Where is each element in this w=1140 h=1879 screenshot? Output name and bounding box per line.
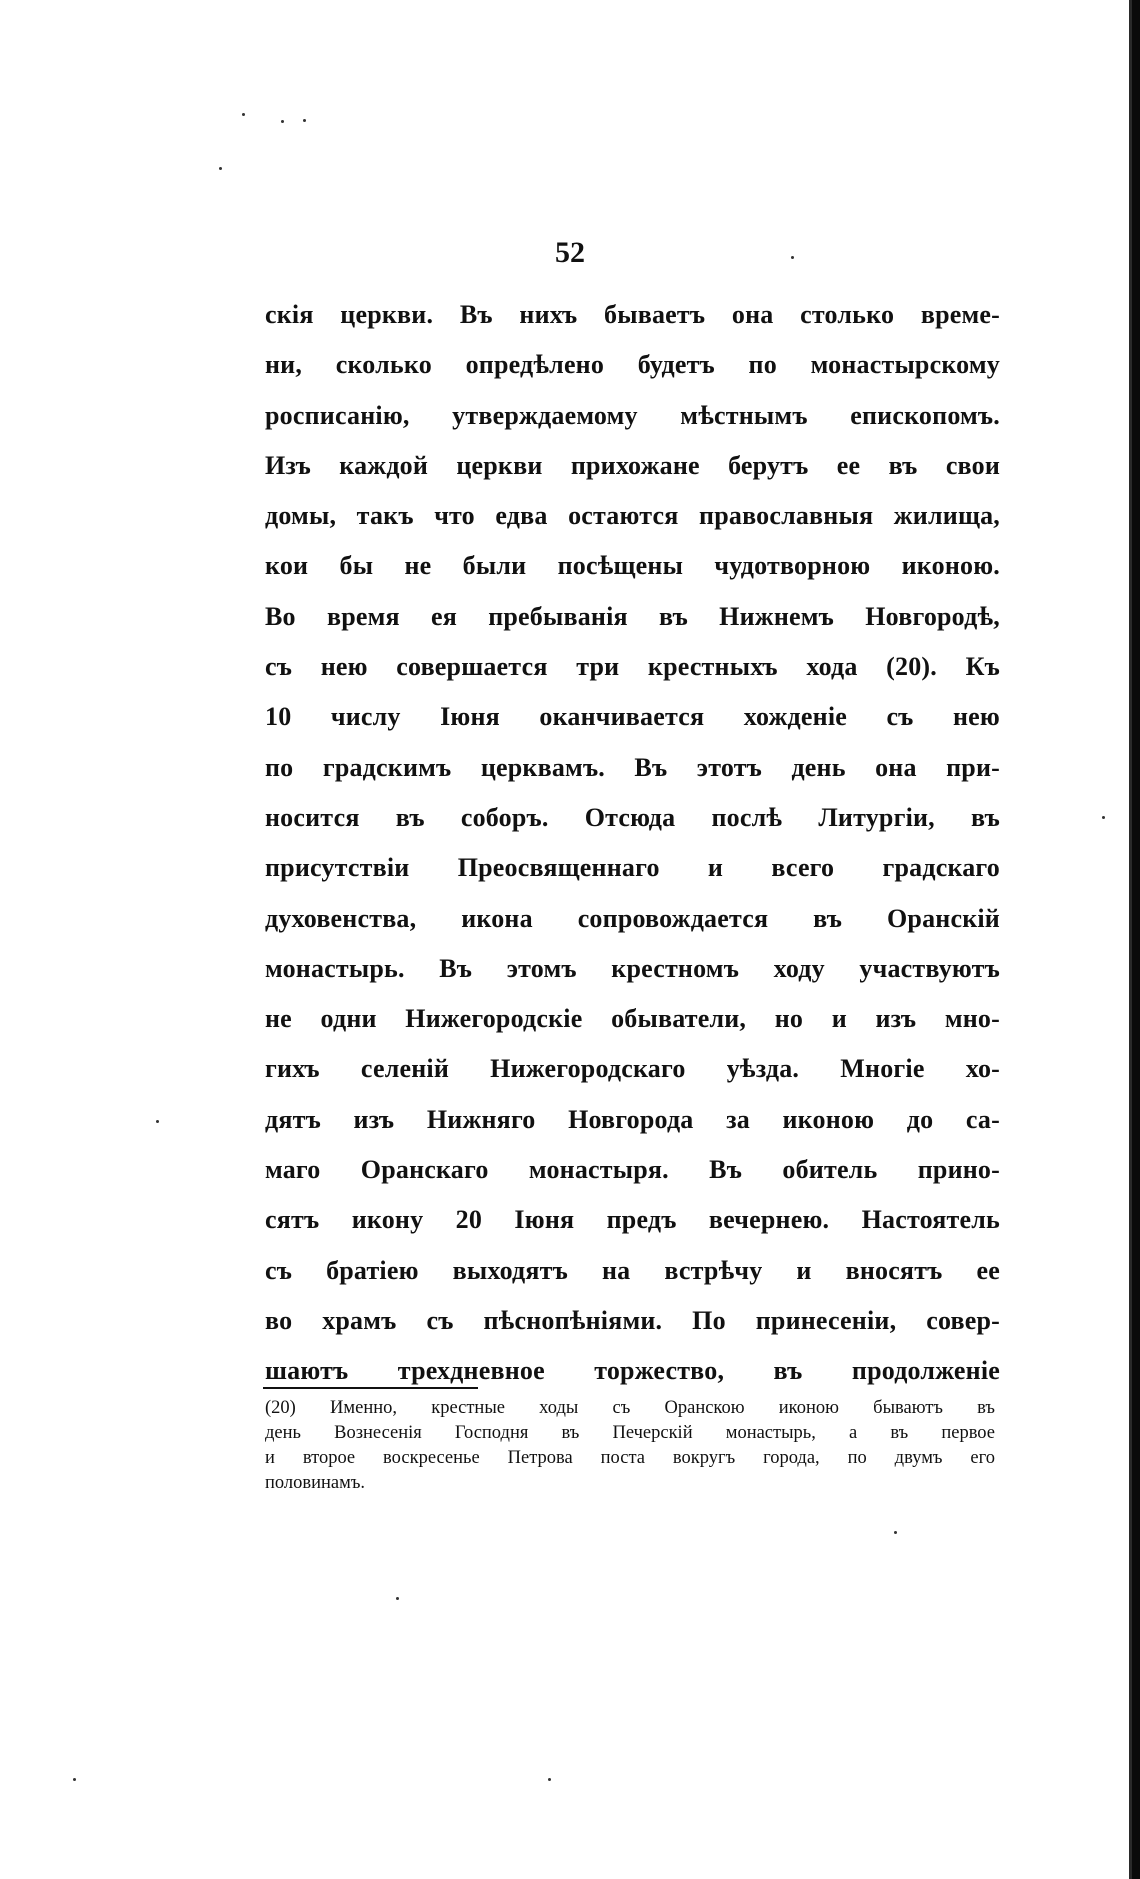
text-line: 10 числу Іюня оканчивается хожденіе съ нею bbox=[265, 702, 1000, 732]
scan-speck bbox=[1102, 816, 1105, 819]
scan-speck bbox=[156, 1120, 159, 1123]
text-line: шаютъ трехдневное торжество, въ продолженіе bbox=[265, 1356, 1000, 1386]
text-line: носится въ соборъ. Отсюда послѣ Литургіи, въ bbox=[265, 802, 1000, 832]
footnote-rule bbox=[263, 1387, 478, 1389]
scan-speck bbox=[281, 120, 284, 123]
text-line: Во время ея пребыванія въ Нижнемъ Новгородѣ, bbox=[265, 601, 1000, 631]
scan-speck bbox=[396, 1597, 399, 1600]
text-line: скія церкви. Въ нихъ бываетъ она столько време- bbox=[265, 300, 1000, 329]
text-line: маго Оранскаго монастыря. Въ обитель прино- bbox=[265, 1155, 1000, 1185]
body-text bbox=[265, 290, 1000, 1397]
scan-speck bbox=[242, 113, 245, 116]
text-line: духовенства, икона сопровождается въ Оранскій bbox=[265, 903, 1000, 933]
scan-speck bbox=[303, 119, 306, 122]
text-line: Изъ каждой церкви прихожане берутъ ее въ свои bbox=[265, 450, 1000, 480]
scan-speck bbox=[219, 167, 222, 170]
text-line: кои бы не были посѣщены чудотворною иконою. bbox=[265, 551, 1000, 581]
text-line: ни, сколько опредѣлено будетъ по монастырскому bbox=[265, 350, 1000, 380]
text-line: съ нею совершается три крестныхъ хода (20). Къ bbox=[265, 652, 1000, 682]
scan-speck bbox=[548, 1778, 551, 1781]
footnote-line: и второе воскресенье Петрова поста вокругъ города, по двумъ его bbox=[265, 1448, 995, 1468]
text-line: не одни Нижегородскіе обыватели, но и изъ мно- bbox=[265, 1004, 1000, 1034]
footnote-line: (20) Именно, крестные ходы съ Оранскою иконою бываютъ въ bbox=[265, 1398, 995, 1418]
scan-speck bbox=[73, 1778, 76, 1781]
page-edge bbox=[1132, 0, 1140, 1879]
text-line: дятъ изъ Нижняго Новгорода за иконою до са- bbox=[265, 1104, 1000, 1134]
page-number: 52 bbox=[555, 236, 585, 269]
footnote-line: половинамъ. bbox=[265, 1473, 366, 1493]
text-line: сятъ икону 20 Іюня предъ вечернею. Настоятель bbox=[265, 1205, 1000, 1235]
text-line: монастырь. Въ этомъ крестномъ ходу участвуютъ bbox=[265, 953, 1000, 983]
text-line: присутствіи Преосвященнаго и всего градскаго bbox=[265, 853, 1000, 883]
text-line: домы, такъ что едва остаются православныя жилища, bbox=[265, 501, 1000, 531]
footnote-line: день Вознесенія Господня въ Печерскій монастырь, а въ первое bbox=[265, 1423, 995, 1443]
text-line: съ братіею выходятъ на встрѣчу и вносятъ ее bbox=[265, 1255, 1000, 1285]
text-line: росписанію, утверждаемому мѣстнымъ епископомъ. bbox=[265, 400, 1000, 430]
footnote bbox=[265, 1396, 995, 1496]
text-line: во храмъ съ пѣснопѣніями. По принесеніи, совер- bbox=[265, 1305, 1000, 1335]
text-line: по градскимъ церквамъ. Въ этотъ день она при- bbox=[265, 752, 1000, 782]
text-line: гихъ селеній Нижегородскаго уѣзда. Многіе хо- bbox=[265, 1054, 1000, 1084]
scan-speck bbox=[894, 1531, 897, 1534]
